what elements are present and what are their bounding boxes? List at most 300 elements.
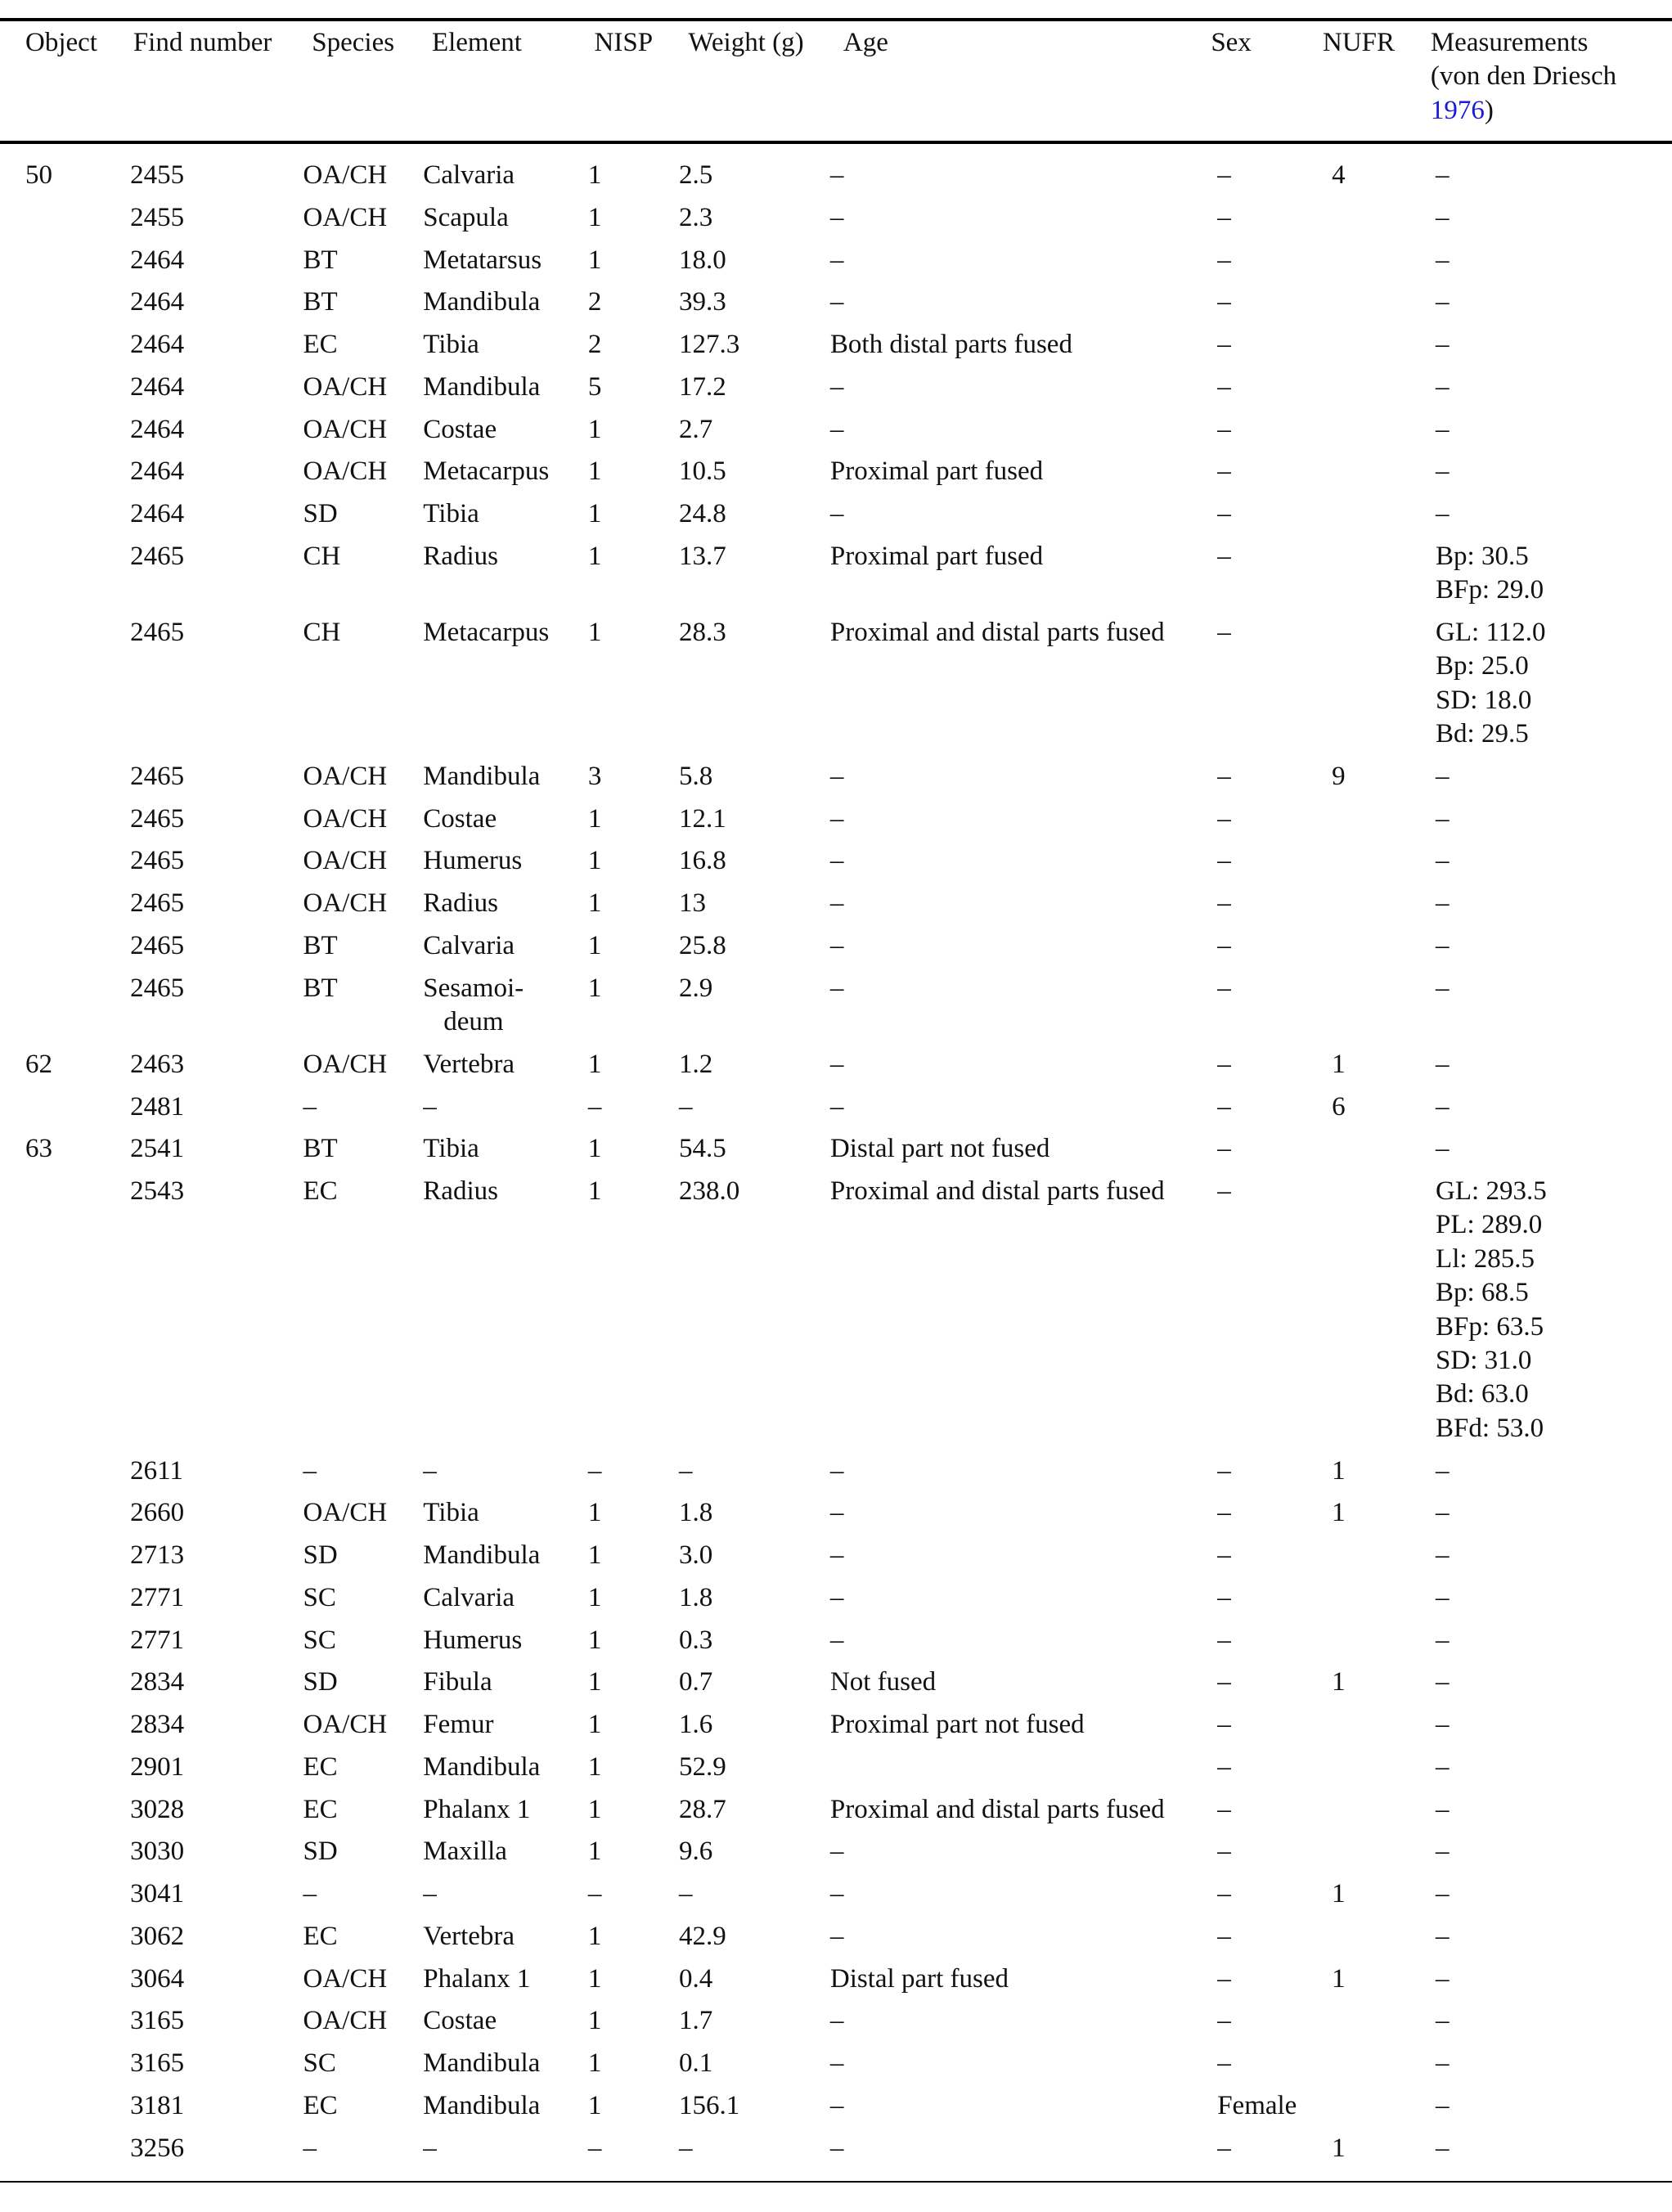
cell-weight: 238.0 [678,1176,740,1207]
cell-nisp: 1 [587,1667,602,1697]
cell-weight: 1.7 [678,2006,713,2036]
cell-species: BT [303,287,338,317]
cell-find-number: 2901 [130,1751,185,1782]
cell-sex: – [1217,330,1231,359]
measurements-line: – [1436,414,1450,444]
cell-weight: 16.8 [678,846,726,876]
table-body [25,159,1672,2174]
cell-nisp: 1 [587,1540,602,1571]
cell-species: OA/CH [303,456,388,487]
cell-age: – [829,202,844,232]
measurements-line: – [1436,160,1450,190]
cell-age: – [829,803,844,834]
cell-weight: 28.3 [678,617,726,647]
cell-weight: 1.6 [678,1710,713,1740]
cell-measurements [1436,1454,1672,1497]
measurements-line: – [1436,2090,1450,2120]
table-row [25,413,1672,456]
cell-species: OA/CH [303,202,388,232]
element-line: Sesamoi- [423,973,524,1003]
cell-element [423,1793,588,1836]
cell-element [423,929,588,972]
cell-age: – [829,1625,844,1655]
cell-age: – [829,245,844,275]
cell-weight: 1.2 [678,1049,713,1079]
cell-object [25,1175,130,1454]
cell-sex: – [1217,1625,1231,1655]
cell-find-number: 3181 [130,2090,185,2120]
cell-weight: – [678,1455,693,1486]
cell-element [423,616,588,760]
element-line: Humerus [423,846,523,876]
cell-nisp: 1 [587,1176,602,1207]
cell-element [423,1090,588,1133]
element-line: Metacarpus [423,456,550,487]
table-row [25,159,1672,201]
measurements-line: – [1436,1091,1450,1122]
cell-measurements [1436,328,1672,371]
cell-measurements [1436,244,1672,286]
cell-nufr: 1 [1332,1455,1346,1486]
cell-nufr [1332,616,1436,760]
cell-object [25,844,130,887]
cell-age: Proximal part fused [829,541,1044,571]
cell-sex: – [1217,888,1231,919]
cell-nisp: 1 [587,846,602,876]
cell-element [423,844,588,887]
cell-nufr [1332,1793,1436,1836]
cell-nisp: 1 [587,1625,602,1655]
measurements-line: – [1436,456,1450,487]
element-line: Radius [423,888,498,919]
cell-sex: – [1217,1879,1231,1909]
cell-measurements [1436,972,1672,1048]
cell-age: – [829,1049,844,1079]
cell-nisp: – [587,1455,602,1486]
cell-nufr [1332,1539,1436,1581]
cell-age: – [829,371,844,402]
cell-measurements [1436,540,1672,616]
cell-nisp: 3 [587,761,602,791]
cell-species: – [303,1455,317,1486]
cell-measurements [1436,887,1672,929]
cell-find-number: 3030 [130,1837,185,1867]
cell-element [423,1835,588,1877]
cell-find-number: 2465 [130,930,185,960]
cell-sex: – [1217,499,1231,528]
table-row [25,328,1672,371]
table-row [25,887,1672,929]
measurements-line: GL: 112.0 [1436,617,1546,647]
cell-element [423,760,588,803]
cell-find-number: 2464 [130,414,185,444]
cell-nisp: 1 [587,2090,602,2120]
table-row [25,1090,1672,1133]
cell-measurements [1436,1835,1672,1877]
cell-nufr [1332,972,1436,1048]
cell-sex: Female [1217,2090,1297,2120]
cell-weight: 25.8 [678,930,726,960]
cell-species: CH [303,541,341,571]
cell-find-number: 2463 [130,1049,185,1079]
cell-nisp: 2 [587,330,602,359]
cell-element [423,244,588,286]
element-line: Metatarsus [423,245,542,275]
cell-nisp: 1 [587,541,602,571]
cell-measurements [1436,1920,1672,1962]
cell-nufr: 1 [1332,1963,1346,1994]
table-row [25,1877,1672,1920]
cell-age: – [829,1091,844,1122]
cell-measurements [1436,2004,1672,2047]
cell-element [423,1751,588,1793]
cell-species: OA/CH [303,1049,388,1079]
cell-nisp: 1 [587,499,602,528]
measurements-line: SD: 18.0 [1436,685,1532,715]
cell-age [830,1751,1217,1793]
cell-object [25,1962,130,2005]
measurements-line: – [1436,1540,1450,1571]
table-row [25,1539,1672,1581]
cell-nufr [1332,929,1436,972]
cell-weight: 0.3 [678,1625,713,1655]
cell-object [25,1496,130,1539]
cell-sex: – [1217,1049,1231,1079]
cell-sex: – [1217,1176,1231,1207]
cell-element [423,1666,588,1708]
cell-object [25,1877,130,1920]
cell-sex: – [1217,1134,1231,1164]
cell-find-number: 2834 [130,1710,185,1740]
cell-weight: 12.1 [678,803,726,834]
header-find-number: Find number [133,28,272,57]
cell-sex: – [1217,2133,1231,2163]
measurements-line: Bp: 25.0 [1436,651,1529,681]
measurements-line: – [1436,1625,1450,1655]
element-line: Vertebra [423,1921,515,1951]
cell-object [25,929,130,972]
cell-element [423,1581,588,1624]
cell-sex: – [1217,1837,1231,1867]
element-line: Vertebra [423,1049,515,1079]
table-row [25,929,1672,972]
header-object: Object [25,28,97,57]
cell-find-number: 3256 [130,2133,185,2163]
measurements-line: – [1436,371,1450,402]
cell-sex: – [1217,1091,1231,1122]
element-line: Radius [423,541,498,571]
cell-species: OA/CH [303,1710,388,1740]
table-row [25,1048,1672,1090]
cell-object [25,540,130,616]
element-line: – [423,2133,437,2163]
cell-species: EC [303,1176,338,1207]
table-row [25,1624,1672,1666]
element-line: Radius [423,1176,498,1207]
cell-measurements [1436,1751,1672,1793]
cell-weight: 1.8 [678,1582,713,1612]
cell-measurements [1436,285,1672,328]
element-line: Maxilla [423,1837,507,1867]
measurements-line: – [1436,1582,1450,1612]
cell-nisp: 1 [587,930,602,960]
cell-object [25,1920,130,1962]
measurements-line: – [1436,1751,1450,1782]
table-row [25,760,1672,803]
cell-element [423,497,588,540]
cell-object: 63 [25,1134,52,1164]
cell-sex: – [1217,160,1231,190]
cell-measurements [1436,371,1672,413]
table-row [25,2089,1672,2132]
cell-sex: – [1217,1667,1231,1697]
cell-nufr [1332,844,1436,887]
element-line: Scapula [423,202,509,232]
cell-element [423,371,588,413]
cell-species: OA/CH [303,2006,388,2036]
cell-weight: 2.9 [678,973,713,1003]
cell-nisp: 1 [587,456,602,487]
cell-object [25,1793,130,1836]
cell-weight: 10.5 [678,456,726,487]
cell-object [25,1090,130,1133]
measurements-line: – [1436,499,1450,528]
cell-find-number: 2464 [130,330,185,359]
cell-sex: – [1217,1582,1231,1612]
cell-object [25,1666,130,1708]
element-line: deum [443,1007,504,1037]
table-row [25,285,1672,328]
cell-object [25,201,130,244]
cell-find-number: 3064 [130,1963,185,1994]
cell-measurements [1436,159,1672,201]
cell-species: SD [303,1837,338,1867]
cell-nufr: 1 [1332,1049,1346,1079]
cell-nisp: 1 [587,803,602,834]
cell-measurements [1436,1581,1672,1624]
cell-species: BT [303,973,338,1003]
header-measurements [1431,26,1672,128]
cell-find-number: 2834 [130,1667,185,1697]
cell-object [25,455,130,497]
cell-species: EC [303,2090,338,2120]
cell-nufr [1332,1132,1436,1175]
cell-element [423,1539,588,1581]
cell-nufr [1332,1835,1436,1877]
cell-sex: – [1217,1710,1231,1740]
cell-sex: – [1217,1921,1231,1951]
cell-nufr [1332,1751,1436,1793]
table-row [25,1175,1672,1454]
cell-object [25,803,130,845]
cell-nisp: 1 [587,160,602,190]
element-line: Costae [423,2006,497,2036]
cell-nisp: 1 [587,202,602,232]
cell-element [423,1877,588,1920]
measurements-line: – [1436,803,1450,834]
measurements-line: – [1436,1921,1450,1951]
cell-nufr: 1 [1332,2133,1346,2163]
cell-find-number: 2465 [130,541,185,571]
table-row [25,1751,1672,1793]
cell-species: – [303,1879,317,1909]
cell-element [423,1496,588,1539]
cell-species: OA/CH [303,1498,388,1528]
header-measurements-line3 [1431,94,1672,128]
cell-age: Not fused [829,1667,937,1697]
cell-nisp: 1 [587,973,602,1003]
cell-element [423,1175,588,1454]
cell-age: – [829,499,844,528]
cell-object [25,616,130,760]
cell-find-number: 2771 [130,1625,185,1655]
cell-species: CH [303,617,341,647]
cell-nisp: – [587,1879,602,1909]
cell-object [25,328,130,371]
cell-nisp: 1 [587,1582,602,1612]
measurements-line: – [1436,1498,1450,1528]
cell-sex: – [1217,1794,1231,1824]
cell-measurements [1436,413,1672,456]
measurements-line: – [1436,1134,1450,1164]
table-row [25,844,1672,887]
table-header [25,26,1672,128]
cell-nisp: 1 [587,1134,602,1164]
table-row [25,1454,1672,1497]
cell-measurements [1436,1666,1672,1708]
cell-object: 50 [25,160,52,190]
cell-nufr [1332,1624,1436,1666]
cell-measurements [1436,1708,1672,1751]
cell-weight: 17.2 [678,371,726,402]
cell-weight: 9.6 [678,1837,713,1867]
cell-measurements [1436,1090,1672,1133]
cell-nufr [1332,285,1436,328]
cell-species: SD [303,499,338,528]
cell-age: – [829,1921,844,1951]
cell-nisp: 1 [587,1049,602,1079]
cell-find-number: 3028 [130,1794,185,1824]
cell-find-number: 2465 [130,973,185,1003]
table-row [25,497,1672,540]
cell-find-number: 3165 [130,2006,185,2036]
cell-nufr [1332,455,1436,497]
cell-weight: 54.5 [678,1134,726,1164]
element-line: Tibia [423,1134,479,1164]
cell-nufr [1332,201,1436,244]
element-line: Metacarpus [423,617,550,647]
cell-element [423,1454,588,1497]
cell-age: – [829,414,844,444]
cell-object [25,497,130,540]
cell-measurements [1436,1962,1672,2005]
cell-nisp: 1 [587,1963,602,1994]
measurements-line: Bd: 63.0 [1436,1379,1529,1409]
measurements-line: SD: 31.0 [1436,1346,1532,1376]
cell-object [25,1581,130,1624]
cell-sex: – [1217,930,1231,960]
measurements-line: – [1436,202,1450,232]
table-row [25,1581,1672,1624]
cell-object [25,1708,130,1751]
cell-weight: 156.1 [678,2090,740,2120]
cell-measurements [1436,1496,1672,1539]
cell-species: OA/CH [303,414,388,444]
header-rule [0,141,1672,144]
cell-find-number: 2464 [130,371,185,402]
cell-species: EC [303,1921,338,1951]
cell-element [423,1920,588,1962]
cell-age: Proximal and distal parts fused [829,1794,1165,1824]
cell-sex: – [1217,2006,1231,2036]
cell-age: Proximal part not fused [829,1710,1085,1740]
header-measurements-line2: (von den Driesch [1430,61,1617,92]
cell-weight: 24.8 [678,499,726,528]
measurements-line: – [1436,1710,1450,1740]
cell-find-number: 2464 [130,499,185,528]
header-age: Age [843,28,888,57]
cell-age: – [829,1540,844,1571]
table-bottom-rule [0,2181,1672,2183]
cell-element [423,1624,588,1666]
table-row [25,2004,1672,2047]
cell-measurements [1436,1175,1672,1454]
element-line: Calvaria [423,1582,515,1612]
cell-object [25,2047,130,2089]
cell-nufr: 4 [1332,160,1346,190]
cell-nufr: 1 [1332,1498,1346,1528]
cell-sex: – [1217,202,1231,232]
measurements-line: – [1436,330,1450,359]
element-line: – [423,1879,437,1909]
cell-species: SC [303,2048,336,2079]
table-row [25,616,1672,760]
cell-sex: – [1217,287,1231,317]
measurements-line: – [1436,1879,1450,1909]
cell-measurements [1436,2089,1672,2132]
cell-age: – [829,1455,844,1486]
cell-object [25,1624,130,1666]
cell-nufr [1332,1920,1436,1962]
measurements-line: – [1436,245,1450,275]
cell-element [423,1132,588,1175]
cell-age: Both distal parts fused [829,330,1072,359]
citation-link[interactable]: 1976 [1430,95,1485,125]
cell-find-number: 2465 [130,888,185,919]
cell-object [25,760,130,803]
cell-find-number: 3041 [130,1879,185,1909]
cell-measurements [1436,1793,1672,1836]
cell-element [423,803,588,845]
cell-find-number: 2481 [130,1091,185,1122]
cell-nisp: 1 [587,888,602,919]
measurements-line: BFp: 29.0 [1436,575,1544,605]
measurements-line: – [1436,2048,1450,2079]
cell-find-number: 2455 [130,202,185,232]
measurements-line: – [1436,973,1450,1003]
measurements-line: – [1436,1455,1450,1486]
cell-nufr [1332,887,1436,929]
cell-sex: – [1217,245,1231,275]
cell-find-number: 2465 [130,617,185,647]
element-line: Phalanx 1 [423,1794,531,1824]
table-row [25,972,1672,1048]
cell-nufr [1332,803,1436,845]
element-line: Calvaria [423,160,515,190]
cell-species: SD [303,1667,338,1697]
measurements-line: GL: 293.5 [1436,1176,1547,1207]
element-line: – [423,1455,437,1486]
